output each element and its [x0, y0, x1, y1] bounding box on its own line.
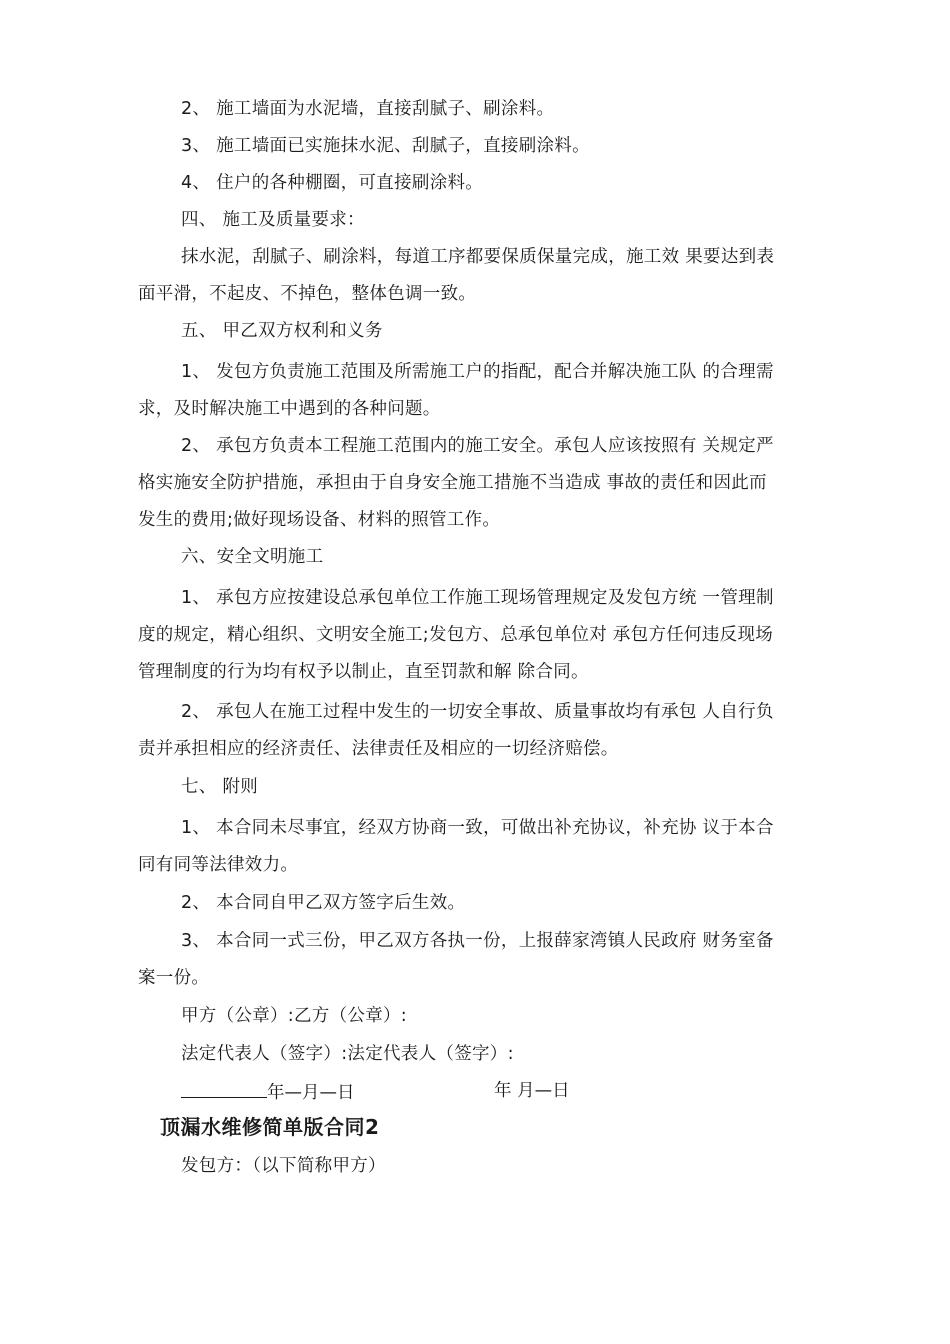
- section-6-p1-line-2: 度的规定，精心组织、文明安全施工;发包方、总承包单位对 承包方任何违反现场: [138, 625, 774, 645]
- signature-representatives: 法定代表人（签字）:法定代表人（签字）:: [181, 1044, 514, 1064]
- section-7-p1-line-1: 1、 本合同未尽事宜，经双方协商一致，可做出补充协议，补充协 议于本合: [181, 818, 774, 838]
- section-7-p2: 2、 本合同自甲乙双方签字后生效。: [181, 893, 466, 913]
- date-left-text: 年—月—日: [267, 1083, 355, 1103]
- section-4-para-line-1: 抹水泥，刮腻子、刷涂料，每道工序都要保质保量完成，施工效 果要达到表: [181, 247, 775, 267]
- section-7-title: 七、 附则: [181, 777, 259, 797]
- section-5-p1-line-2: 求，及时解决施工中遇到的各种问题。: [138, 399, 441, 419]
- date-left: [181, 1079, 355, 1105]
- section-5-title: 五、 甲乙双方权利和义务: [181, 321, 383, 341]
- section-6-title: 六、安全文明施工: [181, 547, 324, 567]
- section-4-title: 四、 施工及质量要求：: [181, 210, 365, 230]
- signature-parties: 甲方（公章）:乙方（公章）:: [181, 1006, 407, 1026]
- section-7-p3-line-1: 3、 本合同一式三份，甲乙双方各执一份，上报薛家湾镇人民政府 财务室备: [181, 931, 774, 951]
- section-4-para-line-2: 面平滑，不起皮、不掉色，整体色调一致。: [138, 284, 477, 304]
- date-right: 年 月—日: [494, 1081, 570, 1101]
- section-6-p2-line-1: 2、 承包人在施工过程中发生的一切安全事故、质量事故均有承包 人自行负: [181, 702, 774, 722]
- section-7-p1-line-2: 同有同等法律效力。: [138, 855, 299, 875]
- clause-3: 3、 施工墙面已实施抹水泥、刮腻子，直接刷涂料。: [181, 136, 590, 156]
- section-7-p3-line-2: 案一份。: [138, 968, 210, 988]
- contract-2-heading: 顶漏水维修简单版合同2: [160, 1115, 380, 1139]
- contract-2-client: 发包方：（以下简称甲方）: [181, 1156, 386, 1176]
- date-blank-line: [181, 1079, 267, 1098]
- clause-4: 4、 住户的各种棚圈，可直接刷涂料。: [181, 173, 484, 193]
- section-5-p2-line-2: 格实施安全防护措施，承担由于自身安全施工措施不当造成 事故的责任和因此而: [138, 473, 767, 493]
- section-5-p1-line-1: 1、 发包方负责施工范围及所需施工户的指配，配合并解决施工队 的合理需: [181, 362, 774, 382]
- section-6-p1-line-3: 管理制度的行为均有权予以制止，直至罚款和解 除合同。: [138, 662, 589, 682]
- clause-2: 2、 施工墙面为水泥墙，直接刮腻子、刷涂料。: [181, 99, 555, 119]
- section-6-p1-line-1: 1、 承包方应按建设总承包单位工作施工现场管理规定及发包方统 一管理制: [181, 588, 774, 608]
- section-5-p2-line-3: 发生的费用;做好现场设备、材料的照管工作。: [138, 510, 501, 530]
- section-6-p2-line-2: 责并承担相应的经济责任、法律责任及相应的一切经济赔偿。: [138, 739, 619, 759]
- section-5-p2-line-1: 2、 承包方负责本工程施工范围内的施工安全。承包人应该按照有 关规定严: [181, 436, 774, 456]
